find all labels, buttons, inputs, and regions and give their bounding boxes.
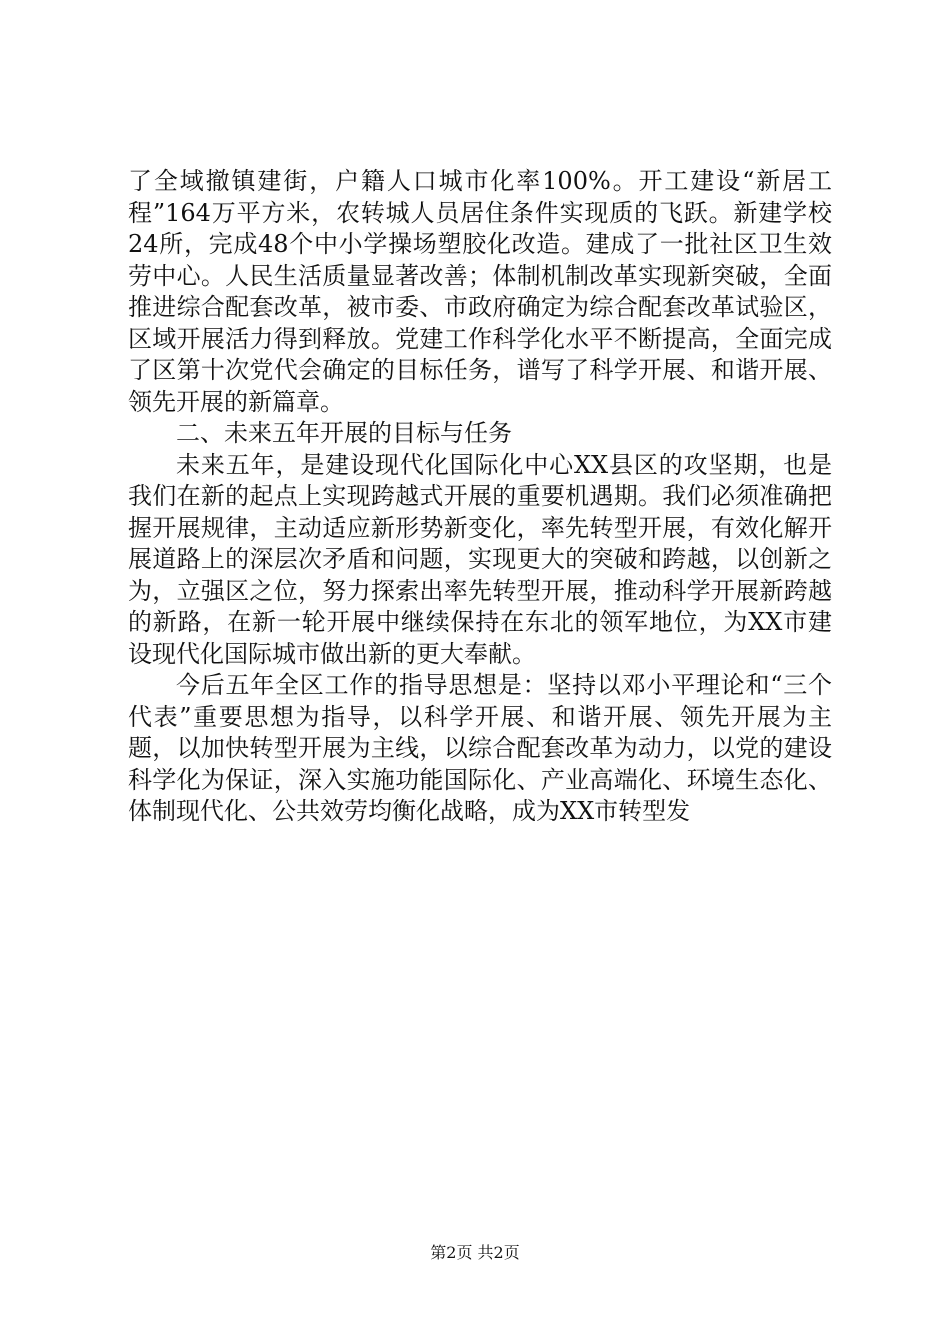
section-heading: 二、未来五年开展的目标与任务 xyxy=(176,419,512,447)
document-body xyxy=(128,166,832,828)
paragraph-next-five-years: 未来五年，是建设现代化国际化中心XX县区的攻坚期，也是我们在新的起点上实现跨越式开展的重要机遇期。我们必须准确把握开展规律，主动适应新形势新变化，率先转型开展，有效化解开展道路上的深层次矛盾和问题，实现更大的突破和跨越，以创新之为，立强区之位，努力探索出率先转型开展，推动科学开展新跨越的新路，在新一轮开展中继续保持在东北的领军地位，为XX市建设现代化国际城市做出新的更大奉献。 xyxy=(128,450,832,668)
paragraph-summary: 了全域撤镇建街，户籍人口城市化率100%。开工建设“新居工程”164万平方米，农转城人员居住条件实现质的飞跃。新建学校24所，完成48个中小学操场塑胶化改造。建成了一批社区卫生效劳中心。人民生活质量显著改善；体制机制改革实现新突破，全面推进综合配套改革，被市委、市政府确定为综合配套改革试验区，区域开展活力得到释放。党建工作科学化水平不断提高，全面完成了区第十次党代会确定的目标任务，谱写了科学开展、和谐开展、领先开展的新篇章。 xyxy=(128,167,832,416)
paragraph-guiding-ideology: 今后五年全区工作的指导思想是：坚持以邓小平理论和“三个代表”重要思想为指导，以科学开展、和谐开展、领先开展为主题，以加快转型开展为主线，以综合配套改革为动力，以党的建设科学化为保证，深入实施功能国际化、产业高端化、环境生态化、体制现代化、公共效劳均衡化战略，成为XX市转型发 xyxy=(128,671,832,825)
page-footer: 第2页 共2页 xyxy=(430,1243,520,1262)
